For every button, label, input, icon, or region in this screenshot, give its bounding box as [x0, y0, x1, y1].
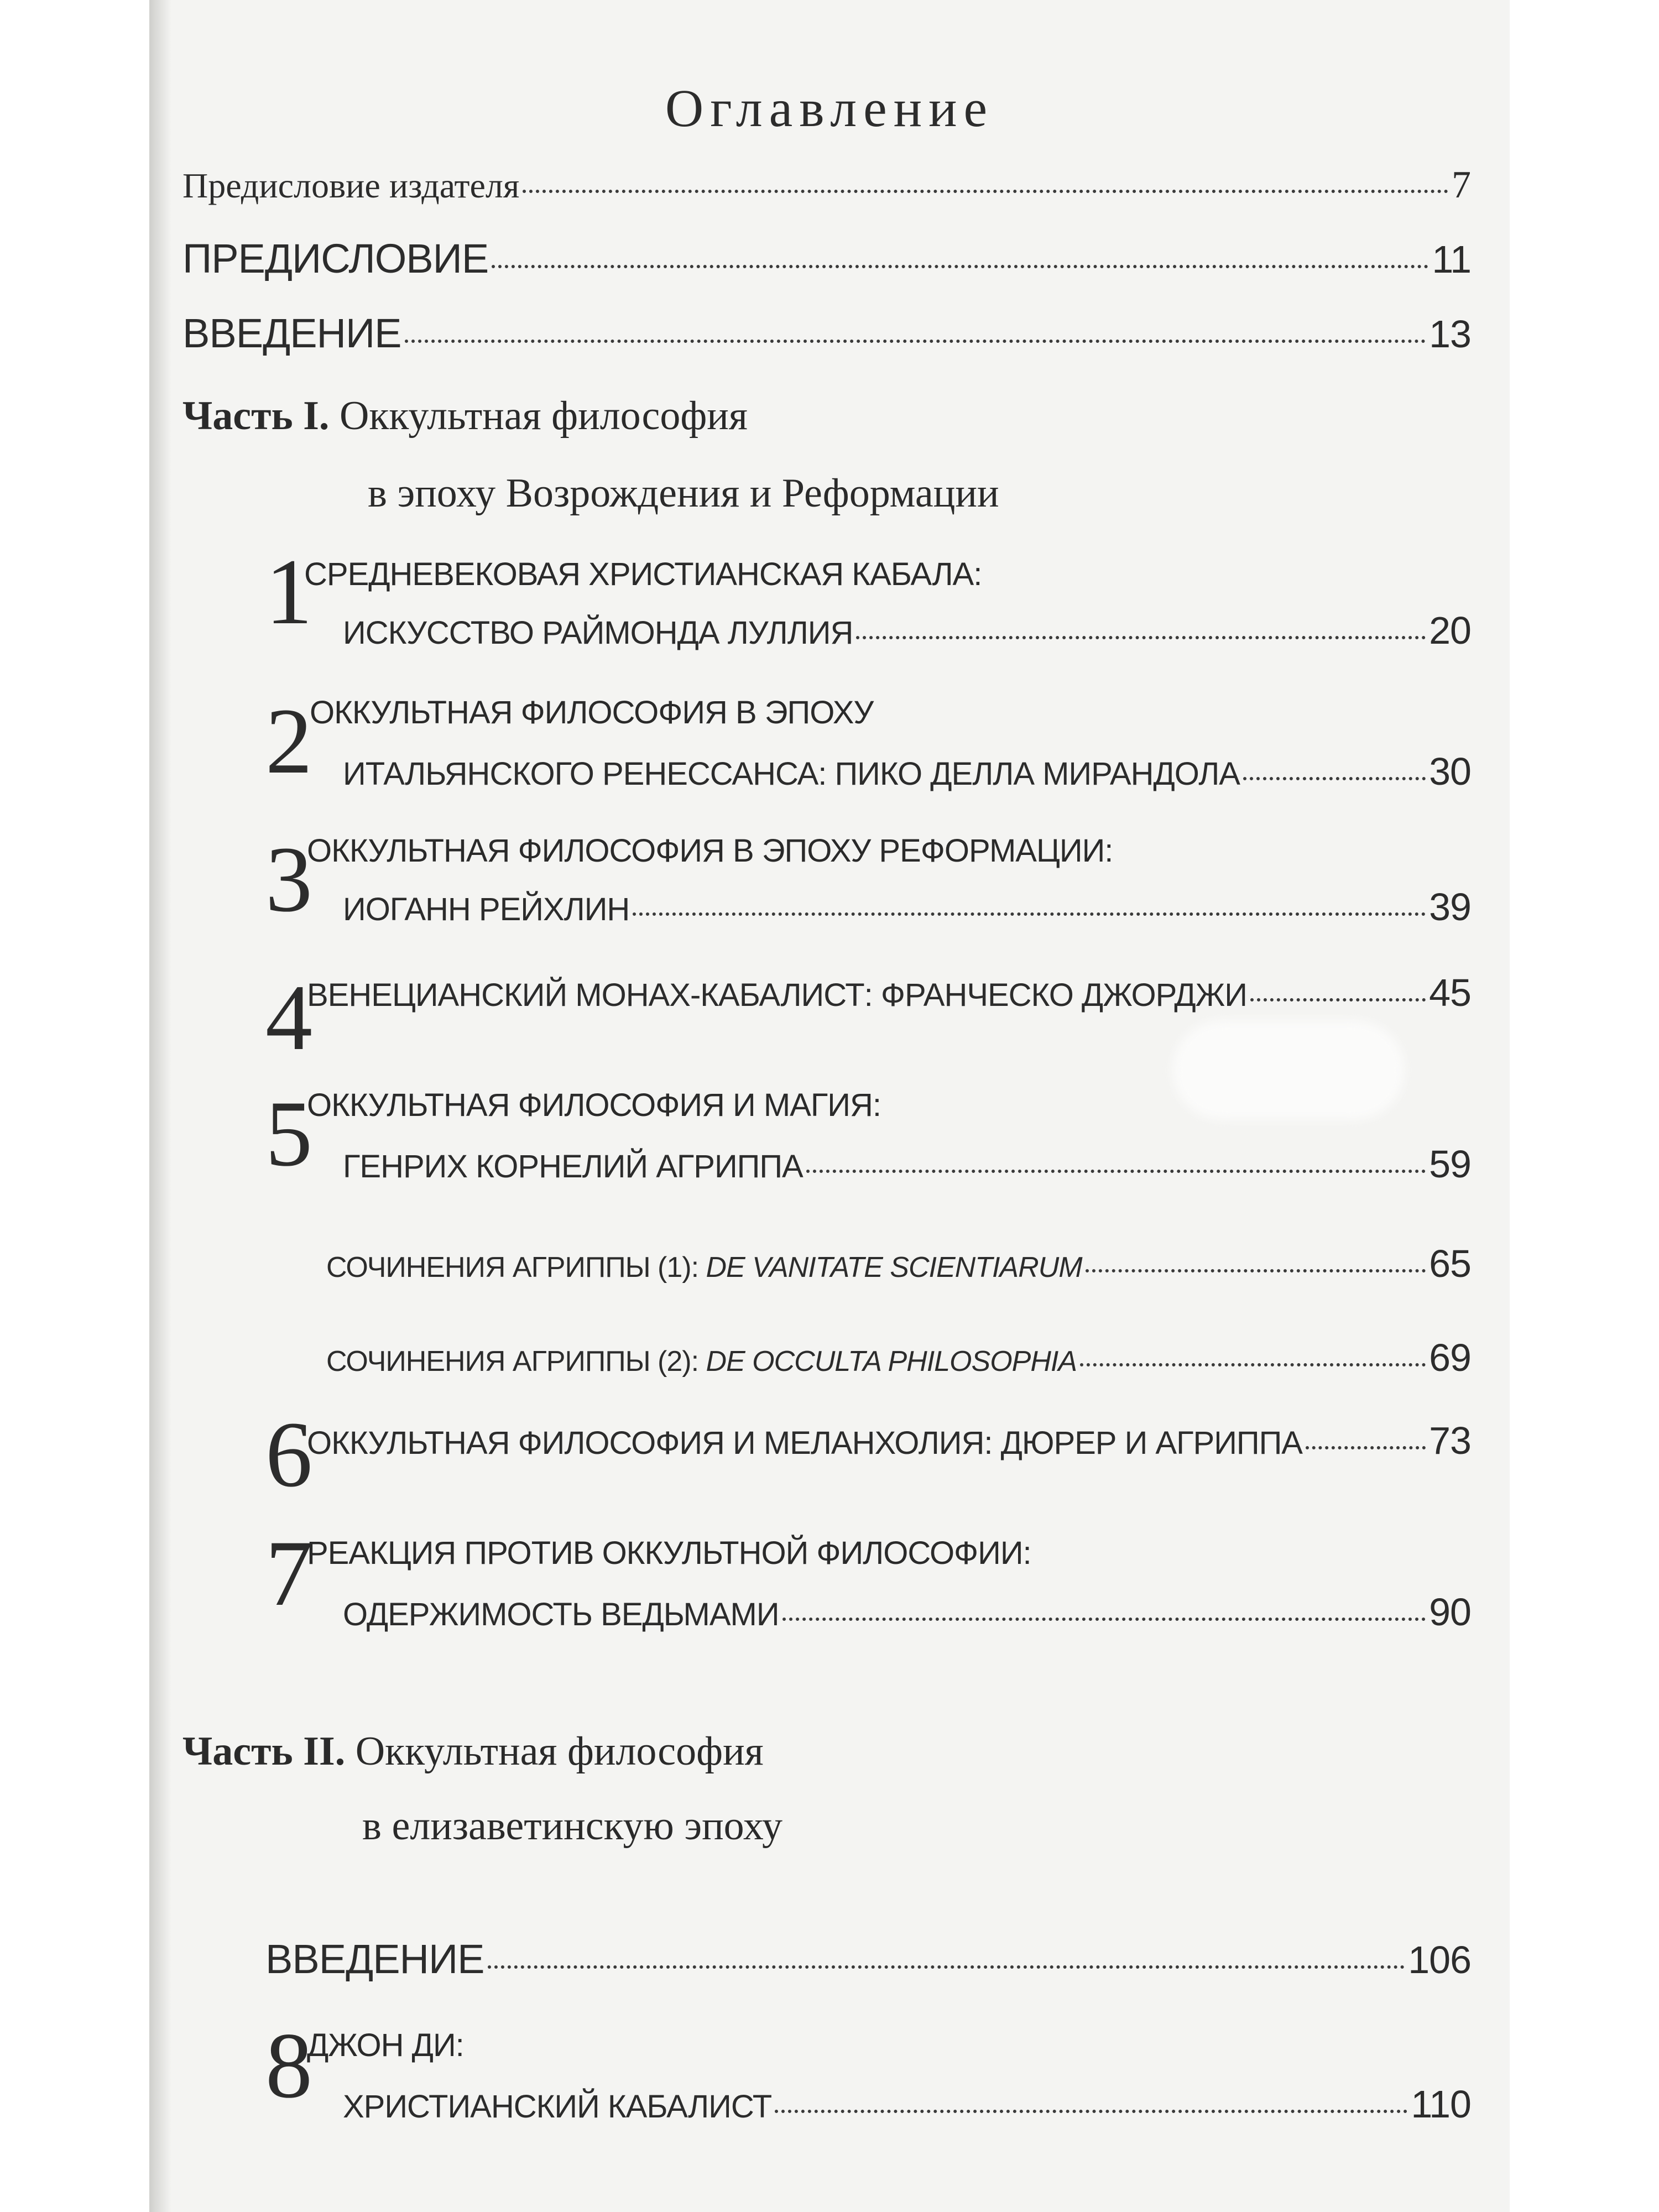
- chapter-title-line1[interactable]: РЕАКЦИЯ ПРОТИВ ОККУЛЬТНОЙ ФИЛОСОФИИ:: [307, 1535, 1031, 1571]
- part2-title-line1: Оккультная философия: [355, 1729, 764, 1774]
- chapter-title-line2: ИСКУССТВО РАЙМОНДА ЛУЛЛИЯ: [343, 615, 853, 651]
- chapter-number: 4: [265, 966, 312, 1070]
- page-number: 7: [1452, 164, 1471, 206]
- toc-entry-introduction[interactable]: [182, 310, 1471, 357]
- page-number: 59: [1429, 1142, 1471, 1186]
- page-number: 69: [1429, 1336, 1471, 1379]
- toc-entry-chapter-2[interactable]: [343, 749, 1471, 794]
- page-smudge: [1172, 1020, 1405, 1120]
- entry-label: ВВЕДЕНИЕ: [182, 310, 401, 356]
- leader-dots: [633, 912, 1426, 916]
- leader-dots: [492, 265, 1428, 268]
- chapter-title-line2: ХРИСТИАНСКИЙ КАБАЛИСТ: [343, 2089, 772, 2125]
- chapter-title-line1[interactable]: ДЖОН ДИ:: [307, 2027, 464, 2063]
- page-number: 110: [1411, 2083, 1471, 2126]
- chapter-number: 5: [265, 1082, 312, 1186]
- leader-dots: [1243, 777, 1426, 780]
- page-number: 65: [1429, 1242, 1471, 1285]
- toc-entry-chapter-1[interactable]: [343, 608, 1471, 653]
- toc-entry-chapter-7[interactable]: [343, 1590, 1471, 1634]
- subentry-label: [326, 1251, 1082, 1284]
- leader-dots: [1306, 1446, 1426, 1449]
- leader-dots: [1086, 1269, 1426, 1272]
- toc-entry-preface[interactable]: [182, 235, 1471, 282]
- chapter-title-line1[interactable]: СРЕДНЕВЕКОВАЯ ХРИСТИАНСКАЯ КАБАЛА:: [304, 556, 982, 592]
- chapter-number: 7: [265, 1521, 312, 1625]
- chapter-title-line2: ИОГАНН РЕЙХЛИН: [343, 891, 630, 927]
- chapter-title-line1: ОККУЛЬТНАЯ ФИЛОСОФИЯ И МЕЛАНХОЛИЯ: ДЮРЕР И АГРИППА: [307, 1425, 1302, 1461]
- page-title: Оглавление: [665, 79, 994, 138]
- leader-dots: [782, 1618, 1426, 1621]
- toc-entry-chapter-8[interactable]: [343, 2082, 1471, 2126]
- toc-entry-publisher-preface[interactable]: [182, 163, 1471, 207]
- page-number: 11: [1432, 238, 1471, 281]
- part1-label: Часть I.: [182, 393, 330, 439]
- page-number: 30: [1429, 750, 1471, 793]
- page-number: 20: [1429, 609, 1471, 652]
- page-number: 13: [1429, 312, 1471, 356]
- toc-entry-chapter-4[interactable]: [307, 971, 1471, 1015]
- leader-dots: [405, 340, 1426, 343]
- leader-dots: [523, 190, 1448, 193]
- chapter-number: 8: [265, 2013, 312, 2117]
- book-page: [149, 0, 1510, 2212]
- part2-label: Часть II.: [182, 1729, 346, 1774]
- page-number: 73: [1429, 1419, 1471, 1462]
- subentry-prefix: СОЧИНЕНИЯ АГРИППЫ (1):: [326, 1251, 706, 1284]
- leader-dots: [775, 2110, 1407, 2113]
- page-number: 90: [1429, 1590, 1471, 1634]
- toc-subentry-agrippa-2[interactable]: [326, 1335, 1471, 1380]
- chapter-title-line2: ИТАЛЬЯНСКОГО РЕНЕССАНСА: ПИКО ДЕЛЛА МИРАНДОЛА: [343, 756, 1240, 792]
- part2-title-line2: в елизаветинскую эпоху: [362, 1803, 783, 1849]
- chapter-number: 1: [265, 540, 312, 644]
- chapter-title-line1: ВЕНЕЦИАНСКИЙ МОНАХ-КАБАЛИСТ: ФРАНЧЕСКО ДЖОРДЖИ: [307, 977, 1247, 1013]
- leader-dots: [806, 1170, 1426, 1173]
- toc-entry-chapter-6[interactable]: [307, 1418, 1471, 1463]
- subentry-prefix: СОЧИНЕНИЯ АГРИППЫ (2):: [326, 1345, 706, 1378]
- entry-label: ВВЕДЕНИЕ: [265, 1936, 484, 1982]
- leader-dots: [856, 636, 1426, 639]
- part1-title-line2: в эпоху Возрождения и Реформации: [368, 471, 999, 516]
- part1-title-line1: Оккультная философия: [339, 393, 748, 439]
- chapter-title-line2: ГЕНРИХ КОРНЕЛИЙ АГРИППА: [343, 1149, 803, 1185]
- chapter-title-line2: ОДЕРЖИМОСТЬ ВЕДЬМАМИ: [343, 1597, 779, 1632]
- subentry-label: [326, 1345, 1077, 1378]
- chapter-number: 3: [265, 827, 312, 931]
- toc-subentry-agrippa-1[interactable]: [326, 1241, 1471, 1286]
- part1-heading[interactable]: [182, 393, 748, 440]
- leader-dots: [1250, 998, 1426, 1001]
- entry-label: Предисловие издателя: [182, 166, 520, 205]
- chapter-title-line1[interactable]: ОККУЛЬТНАЯ ФИЛОСОФИЯ В ЭПОХУ РЕФОРМАЦИИ:: [307, 833, 1113, 869]
- toc-entry-part2-introduction[interactable]: [265, 1936, 1471, 1983]
- entry-label: ПРЕДИСЛОВИЕ: [182, 236, 489, 281]
- chapter-title-line1[interactable]: ОККУЛЬТНАЯ ФИЛОСОФИЯ В ЭПОХУ: [310, 695, 874, 731]
- subentry-latin-title: DE VANITATE SCIENTIARUM: [706, 1251, 1082, 1284]
- page-number: 39: [1429, 885, 1471, 928]
- chapter-title-line1[interactable]: ОККУЛЬТНАЯ ФИЛОСОФИЯ И МАГИЯ:: [307, 1087, 881, 1123]
- toc-entry-chapter-5[interactable]: [343, 1142, 1471, 1186]
- page-number: 45: [1429, 971, 1471, 1014]
- part2-heading[interactable]: [182, 1728, 764, 1775]
- chapter-number: 2: [265, 689, 312, 793]
- subentry-latin-title: DE OCCULTA PHILOSOPHIA: [706, 1345, 1077, 1378]
- page-number: 106: [1408, 1938, 1471, 1981]
- toc-entry-chapter-3[interactable]: [343, 885, 1471, 929]
- leader-dots: [1080, 1363, 1426, 1366]
- leader-dots: [488, 1965, 1405, 1969]
- chapter-number: 6: [265, 1402, 312, 1506]
